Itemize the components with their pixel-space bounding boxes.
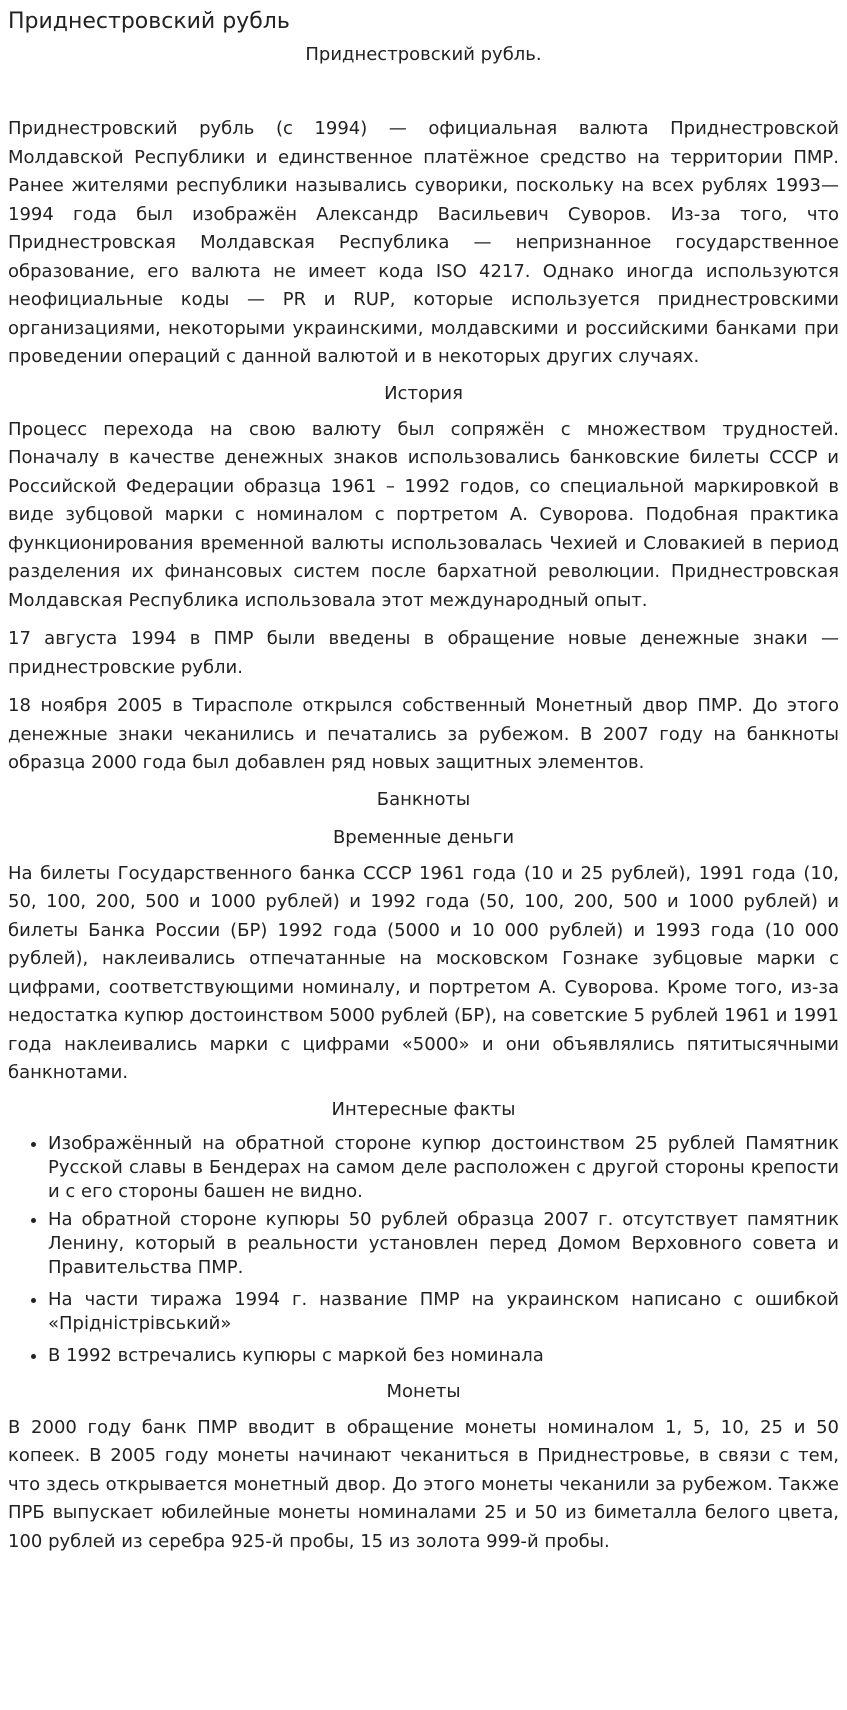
history-paragraph-2: 17 августа 1994 в ПМР были введены в обращение новые денежные знаки — приднестровские рубли. [8, 628, 839, 678]
subsection-heading-temporary-money: Временные деньги [332, 826, 515, 848]
list-item: • На части тиража 1994 г. название ПМР на украинском написано с ошибкой «Прідністрівський» [48, 1288, 839, 1336]
section-heading-facts: Интересные факты [331, 1098, 516, 1120]
section-heading-banknotes: Банкноты [376, 788, 471, 810]
list-item: • На обратной стороне купюры 50 рублей образца 2007 г. отсутствует памятник Ленину, который в реальности установлен перед Домом Верховного совета и Правительства ПМР. [48, 1208, 839, 1280]
page-title: Приднестровский рубль [8, 9, 290, 34]
document-subtitle: Приднестровский рубль. [305, 44, 542, 65]
history-paragraph-1: Процесс перехода на свою валюту был сопряжён с множеством трудностей. Поначалу в качестве денежных знаков использовались банковские билеты СССР и Российской Федерации образца 1961 – 1992 годов, со специальной маркировкой в виде зубцовой марки с номиналом с портретом А. Суворова. Подобная практика функционирования временной валюты использовалась Чехией и Словакией в период разделения их финансовых систем после бархатной революции. Приднестровская Молдавская Республика использовала этот международный опыт. [8, 418, 839, 611]
section-heading-history: История [384, 382, 463, 404]
list-item: • В 1992 встречались купюры с маркой без номинала [48, 1344, 839, 1368]
coins-paragraph: В 2000 году банк ПМР вводит в обращение монеты номиналом 1, 5, 10, 25 и 50 копеек. В 2005 году монеты начинают чеканиться в Приднестровье, в связи с тем, что здесь открывается монетный двор. До этого монеты чеканили за рубежом. Также ПРБ выпускает юбилейные монеты номиналами 25 и 50 из биметалла белого цвета, 100 рублей из серебра 925-й пробы, 15 из золота 999-й пробы. [8, 1416, 839, 1552]
intro-paragraph: Приднестровский рубль (с 1994) — официальная валюта Приднестровской Молдавской Республики и единственное платёжное средство на территории ПМР. Ранее жителями республики назывались суворики, поскольку на всех рублях 1993—1994 года был изображён Александр Васильевич Суворов. Из-за того, что Приднестровская Молдавская Республика — непризнанное государственное образование, его валюта не имеет кода ISO 4217. Однако иногда используются неофициальные коды — PR и RUP, которые используется приднестровскими организациями, некоторыми украинскими, молдавскими и российскими банками при проведении операций с данной валютой и в некоторых других случаях. [8, 118, 839, 367]
history-paragraph-3: 18 ноября 2005 в Тирасполе открылся собственный Монетный двор ПМР. До этого денежные знаки чеканились и печатались за рубежом. В 2007 году на банкноты образца 2000 года был добавлен ряд новых защитных элементов. [8, 695, 839, 773]
list-item: • Изображённый на обратной стороне купюр достоинством 25 рублей Памятник Русской славы в Бендерах на самом деле расположен с другой стороны крепости и с его стороны башен не видно. [48, 1132, 839, 1204]
facts-list [8, 1132, 839, 1368]
section-heading-coins: Монеты [386, 1380, 461, 1402]
banknotes-paragraph: На билеты Государственного банка СССР 1961 года (10 и 25 рублей), 1991 года (10, 50, 100, 200, 500 и 1000 рублей) и 1992 года (50, 100, 200, 500 и 1000 рублей) и билеты Банка России (БР) 1992 года (5000 и 10 000 рублей) и 1993 года (10 000 рублей), наклеивались отпечатанные на московском Гознаке зубцовые марки с цифрами, соответствующими номиналу, и портретом А. Суворова. Кроме того, из-за недостатка купюр достоинством 5000 рублей (БР), на советские 5 рублей 1961 и 1991 года наклеивались марки с цифрами «5000» и они объявлялись пятитысячными банкнотами. [8, 862, 839, 1083]
